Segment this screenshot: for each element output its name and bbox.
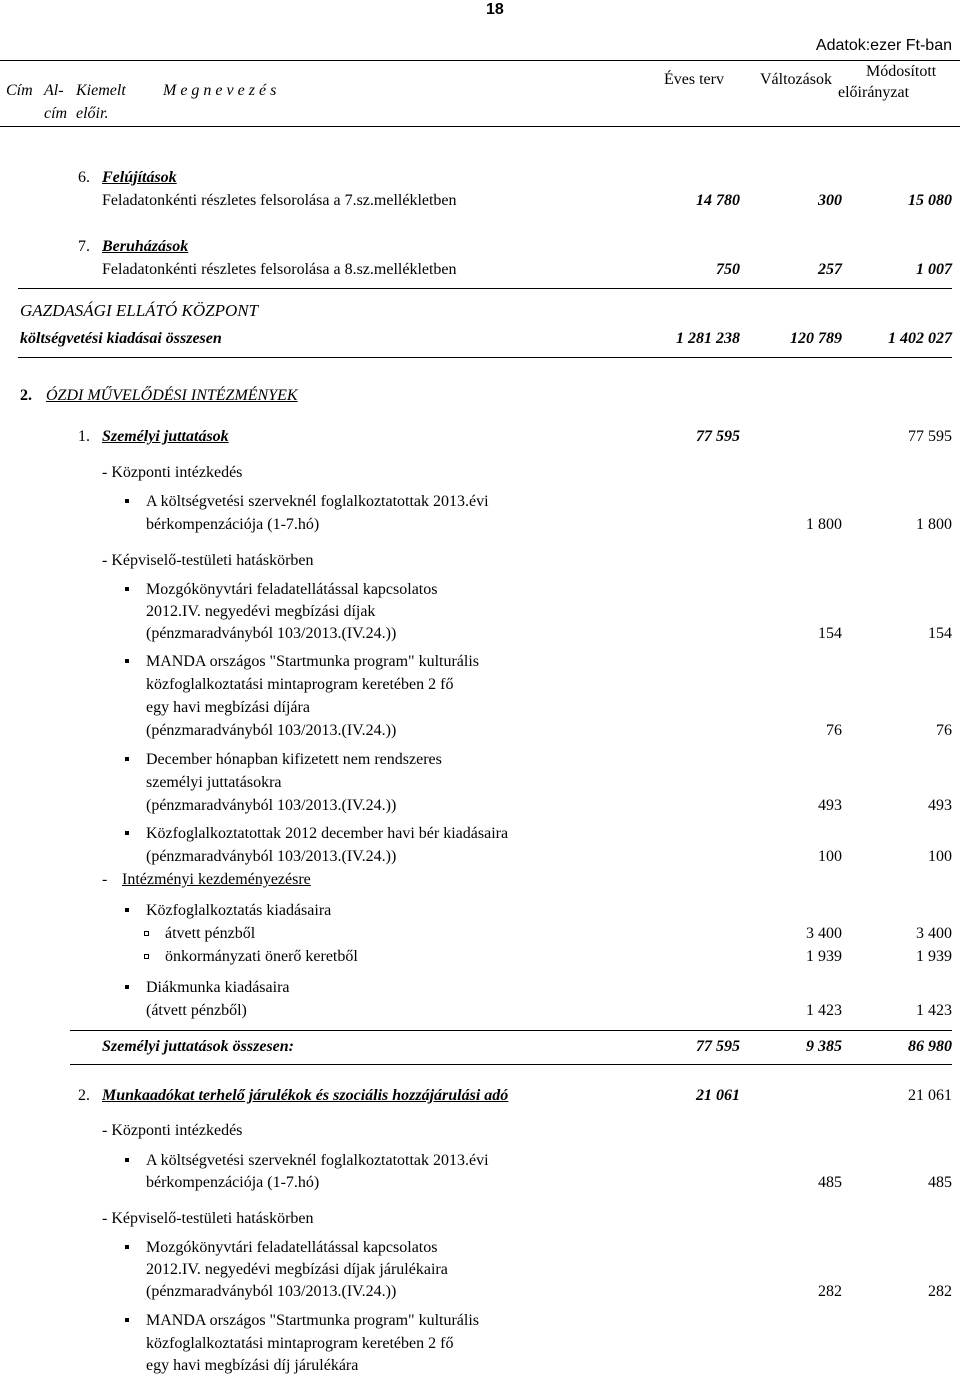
- sz-i1b-mod: 1 939: [916, 948, 952, 965]
- s6-mod: 15 080: [908, 192, 952, 209]
- header-eves-terv: Éves terv: [664, 71, 724, 88]
- header-eloir: előir.: [76, 105, 109, 122]
- s7-valt: 257: [818, 261, 842, 278]
- mj-k1-line2: bérkompenzációja (1-7.hó): [146, 1174, 320, 1191]
- sz-k1-valt: 1 800: [806, 516, 842, 533]
- gazdasagi-total-label: költségvetési kiadásai összesen: [20, 330, 222, 347]
- sz-kozponti: - Központi intézkedés: [102, 464, 243, 481]
- mj-k1-mod: 485: [928, 1174, 952, 1191]
- sz-m2-line1: MANDA országos "Startmunka program" kulturális: [146, 653, 480, 670]
- sz-k1-mod: 1 800: [916, 516, 952, 533]
- ozdi-num: 2.: [20, 387, 32, 404]
- gazdasagi-total-eves: 1 281 238: [676, 330, 740, 347]
- sz-m3-mod: 493: [928, 797, 952, 814]
- gazdasagi-total-mod: 1 402 027: [888, 330, 952, 347]
- header-kiemelt: Kiemelt: [76, 82, 126, 99]
- sz-i2-line2: (átvett pénzből): [146, 1002, 247, 1019]
- sz-i1a-valt: 3 400: [806, 925, 842, 942]
- s7-mod: 1 007: [916, 261, 952, 278]
- mj-m1-line1: Mozgókönyvtári feladatellátással kapcsolatos: [146, 1239, 438, 1256]
- sz-m2-valt: 76: [826, 722, 842, 739]
- header-valtozasok: Változások: [760, 71, 832, 88]
- sz-m3-line2: személyi juttatásokra: [146, 774, 282, 791]
- sz-m2-line3: egy havi megbízási díjára: [146, 699, 310, 716]
- header-top-rule: [0, 60, 960, 61]
- s6-title: Felújítások: [102, 169, 177, 186]
- mj-num: 2.: [78, 1087, 90, 1104]
- sz-total-mod: 86 980: [908, 1038, 952, 1055]
- sz-m4-mod: 100: [928, 848, 952, 865]
- s6-eves: 14 780: [696, 192, 740, 209]
- bullet-hollow-square: [144, 931, 149, 936]
- s7-title: Beruházások: [102, 238, 189, 255]
- sz-i1b-valt: 1 939: [806, 948, 842, 965]
- sz-mod: 77 595: [908, 428, 952, 445]
- sz-m1-mod: 154: [928, 625, 952, 642]
- bullet-square: [125, 985, 129, 989]
- bullet-square: [125, 757, 129, 761]
- bullet-square: [125, 1318, 129, 1322]
- bullet-square: [125, 587, 129, 591]
- bullet-square: [125, 659, 129, 663]
- s6-desc: Feladatonkénti részletes felsorolása a 7.sz.mellékletben: [102, 192, 457, 209]
- mj-m2-line2: közfoglalkoztatási mintaprogram keretében 2 fő: [146, 1335, 454, 1352]
- sz-eves: 77 595: [696, 428, 740, 445]
- mj-kepviselo: - Képviselő-testületi hatáskörben: [102, 1210, 314, 1227]
- mj-m1-valt: 282: [818, 1283, 842, 1300]
- sz-i1: Közfoglalkoztatás kiadásaira: [146, 902, 332, 919]
- mj-m1-line2: 2012.IV. negyedévi megbízási díjak járulékaira: [146, 1261, 448, 1278]
- bullet-square: [125, 908, 129, 912]
- s6-num: 6.: [78, 169, 90, 186]
- sz-m3-line3: (pénzmaradványból 103/2013.(IV.24.)): [146, 797, 397, 814]
- sz-m2-line2: közfoglalkoztatási mintaprogram keretében 2 fő: [146, 676, 454, 693]
- sz-i2-mod: 1 423: [916, 1002, 952, 1019]
- sz-m3-line1: December hónapban kifizetett nem rendszeres: [146, 751, 442, 768]
- header-al: Al-: [44, 82, 64, 99]
- bullet-hollow-square: [144, 954, 149, 959]
- sz-k1-line2: bérkompenzációja (1-7.hó): [146, 516, 320, 533]
- mj-m2-line1: MANDA országos "Startmunka program" kulturális: [146, 1312, 480, 1329]
- sz-title: Személyi juttatások: [102, 428, 229, 445]
- gazdasagi-rule-top: [18, 288, 952, 289]
- bullet-square: [125, 831, 129, 835]
- sz-intezmenyi: Intézményi kezdeményezésre: [122, 871, 311, 888]
- sz-m4-line1: Közfoglalkoztatottak 2012 december havi bér kiadásaira: [146, 825, 509, 842]
- sz-m1-line2: 2012.IV. negyedévi megbízási díjak: [146, 603, 376, 620]
- sz-total-valt: 9 385: [806, 1038, 842, 1055]
- s7-num: 7.: [78, 238, 90, 255]
- sz-m2-mod: 76: [936, 722, 952, 739]
- sz-k1-line1: A költségvetési szerveknél foglalkoztatottak 2013.évi: [146, 493, 489, 510]
- sz-total-eves: 77 595: [696, 1038, 740, 1055]
- sz-i2-valt: 1 423: [806, 1002, 842, 1019]
- bullet-square: [125, 499, 129, 503]
- mj-eves: 21 061: [696, 1087, 740, 1104]
- gazdasagi-total-title: GAZDASÁGI ELLÁTÓ KÖZPONT: [20, 301, 259, 320]
- mj-k1-line1: A költségvetési szerveknél foglalkoztatottak 2013.évi: [146, 1152, 489, 1169]
- header-bottom-rule: [0, 126, 960, 127]
- header-cim2: cím: [44, 105, 68, 122]
- sz-total-rule-top: [70, 1030, 952, 1031]
- sz-m1-line1: Mozgókönyvtári feladatellátással kapcsolatos: [146, 581, 438, 598]
- sz-m2-line4: (pénzmaradványból 103/2013.(IV.24.)): [146, 722, 397, 739]
- sz-m1-valt: 154: [818, 625, 842, 642]
- mj-m1-line3: (pénzmaradványból 103/2013.(IV.24.)): [146, 1283, 397, 1300]
- gazdasagi-rule-bottom: [18, 357, 952, 358]
- header-megnevezes: M e g n e v e z é s: [163, 82, 277, 99]
- sz-m4-line2: (pénzmaradványból 103/2013.(IV.24.)): [146, 848, 397, 865]
- sz-num: 1.: [78, 428, 90, 445]
- mj-title: Munkaadókat terhelő járulékok és szociális hozzájárulási adó: [102, 1087, 509, 1104]
- sz-total-label: Személyi juttatások összesen:: [102, 1038, 295, 1055]
- mj-kozponti: - Központi intézkedés: [102, 1122, 243, 1139]
- mj-m1-mod: 282: [928, 1283, 952, 1300]
- sz-intezmenyi-dash: -: [102, 871, 108, 888]
- s7-desc: Feladatonkénti részletes felsorolása a 8.sz.mellékletben: [102, 261, 457, 278]
- sz-i2-line1: Diákmunka kiadásaira: [146, 979, 290, 996]
- bullet-square: [125, 1245, 129, 1249]
- sz-kepviselo: - Képviselő-testületi hatáskörben: [102, 552, 314, 569]
- header-modositott: Módosított: [866, 63, 937, 80]
- sz-m3-valt: 493: [818, 797, 842, 814]
- mj-m2-line3: egy havi megbízási díj járulékára: [146, 1357, 359, 1374]
- mj-k1-valt: 485: [818, 1174, 842, 1191]
- page-number: 18: [486, 1, 504, 18]
- sz-i1a: átvett pénzből: [165, 925, 256, 942]
- ozdi-title: ÓZDI MŰVELŐDÉSI INTÉZMÉNYEK: [46, 387, 298, 404]
- sz-total-rule-bottom: [70, 1064, 952, 1065]
- sz-i1a-mod: 3 400: [916, 925, 952, 942]
- units-label: Adatok:ezer Ft-ban: [815, 37, 952, 54]
- s6-valt: 300: [818, 192, 842, 209]
- sz-i1b: önkormányzati önerő keretből: [165, 948, 358, 965]
- bullet-square: [125, 1158, 129, 1162]
- header-eloiranyzat: előirányzat: [838, 84, 910, 101]
- sz-m1-line3: (pénzmaradványból 103/2013.(IV.24.)): [146, 625, 397, 642]
- header-cim: Cím: [6, 82, 33, 99]
- mj-mod: 21 061: [908, 1087, 952, 1104]
- s7-eves: 750: [716, 261, 740, 278]
- gazdasagi-total-valt: 120 789: [790, 330, 842, 347]
- sz-m4-valt: 100: [818, 848, 842, 865]
